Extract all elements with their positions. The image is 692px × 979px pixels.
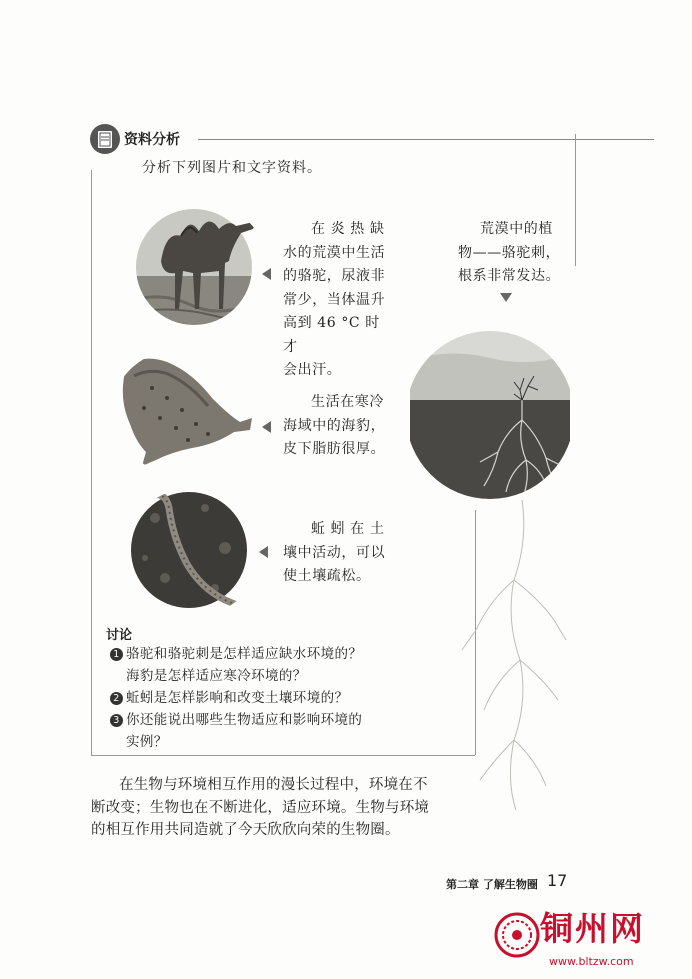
box-border-right [575,134,576,266]
camel-photo [121,201,267,325]
question-number-badge: 3 [110,714,123,727]
section-header [88,122,588,162]
earthworm-text: 蚯 蚓 在 土 壤中活动，可以 使土壤疏松。 [283,521,386,584]
watermark-seal-icon [494,912,540,958]
plant-text: 荒漠中的植 物——骆驼刺， 根系非常发达。 [458,221,561,284]
discussion-title: 讨论 [106,628,133,643]
discussion-question-2: 2 蚯蚓是怎样影响和改变土壤环境的？ [110,687,348,709]
box-border-left [91,170,92,755]
seal-text: 生活在寒冷 海域中的海豹， 皮下脂肪很厚。 [283,394,386,457]
section-title: 资料分析 [124,132,180,148]
body-paragraph: 在生物与环境相互作用的漫长过程中，环境在不 断改变；生物也在不断进化，适应环境。生物与环境 的相互作用共同造就了今天欣欣向荣的生物圈。 [91,777,430,838]
header-rule [198,139,654,140]
watermark-name: 铜州网 [540,909,645,948]
pointer-earthworm [259,546,268,558]
intro-text: 分析下列图片和文字资料。 [142,160,322,176]
earthworm-photo [125,488,261,616]
pointer-seal [262,421,271,433]
pointer-plant [500,293,512,302]
document-icon [88,122,122,156]
watermark-url: www.bltzw.com [549,955,634,968]
page-number: 17 [547,871,568,890]
discussion-question-3: 3 你还能说出哪些生物适应和影响环境的 实例？ [110,709,362,753]
seal-photo [112,348,257,475]
footer-chapter: 第二章 了解生物圈 [446,878,538,891]
discussion-question-1: 1 骆驼和骆驼刺是怎样适应缺水环境的？ 海豹是怎样适应寒冷环境的？ [110,643,362,687]
question-number-badge: 2 [110,692,123,705]
camelthorn-photo [410,320,570,820]
pointer-camel [262,268,271,280]
question-number-badge: 1 [110,648,123,661]
camel-text: 在 炎 热 缺 水的荒漠中生活 的骆驼，尿液非 常少，当体温升 高到 46 °C 时才 会出汗。 [283,221,386,378]
